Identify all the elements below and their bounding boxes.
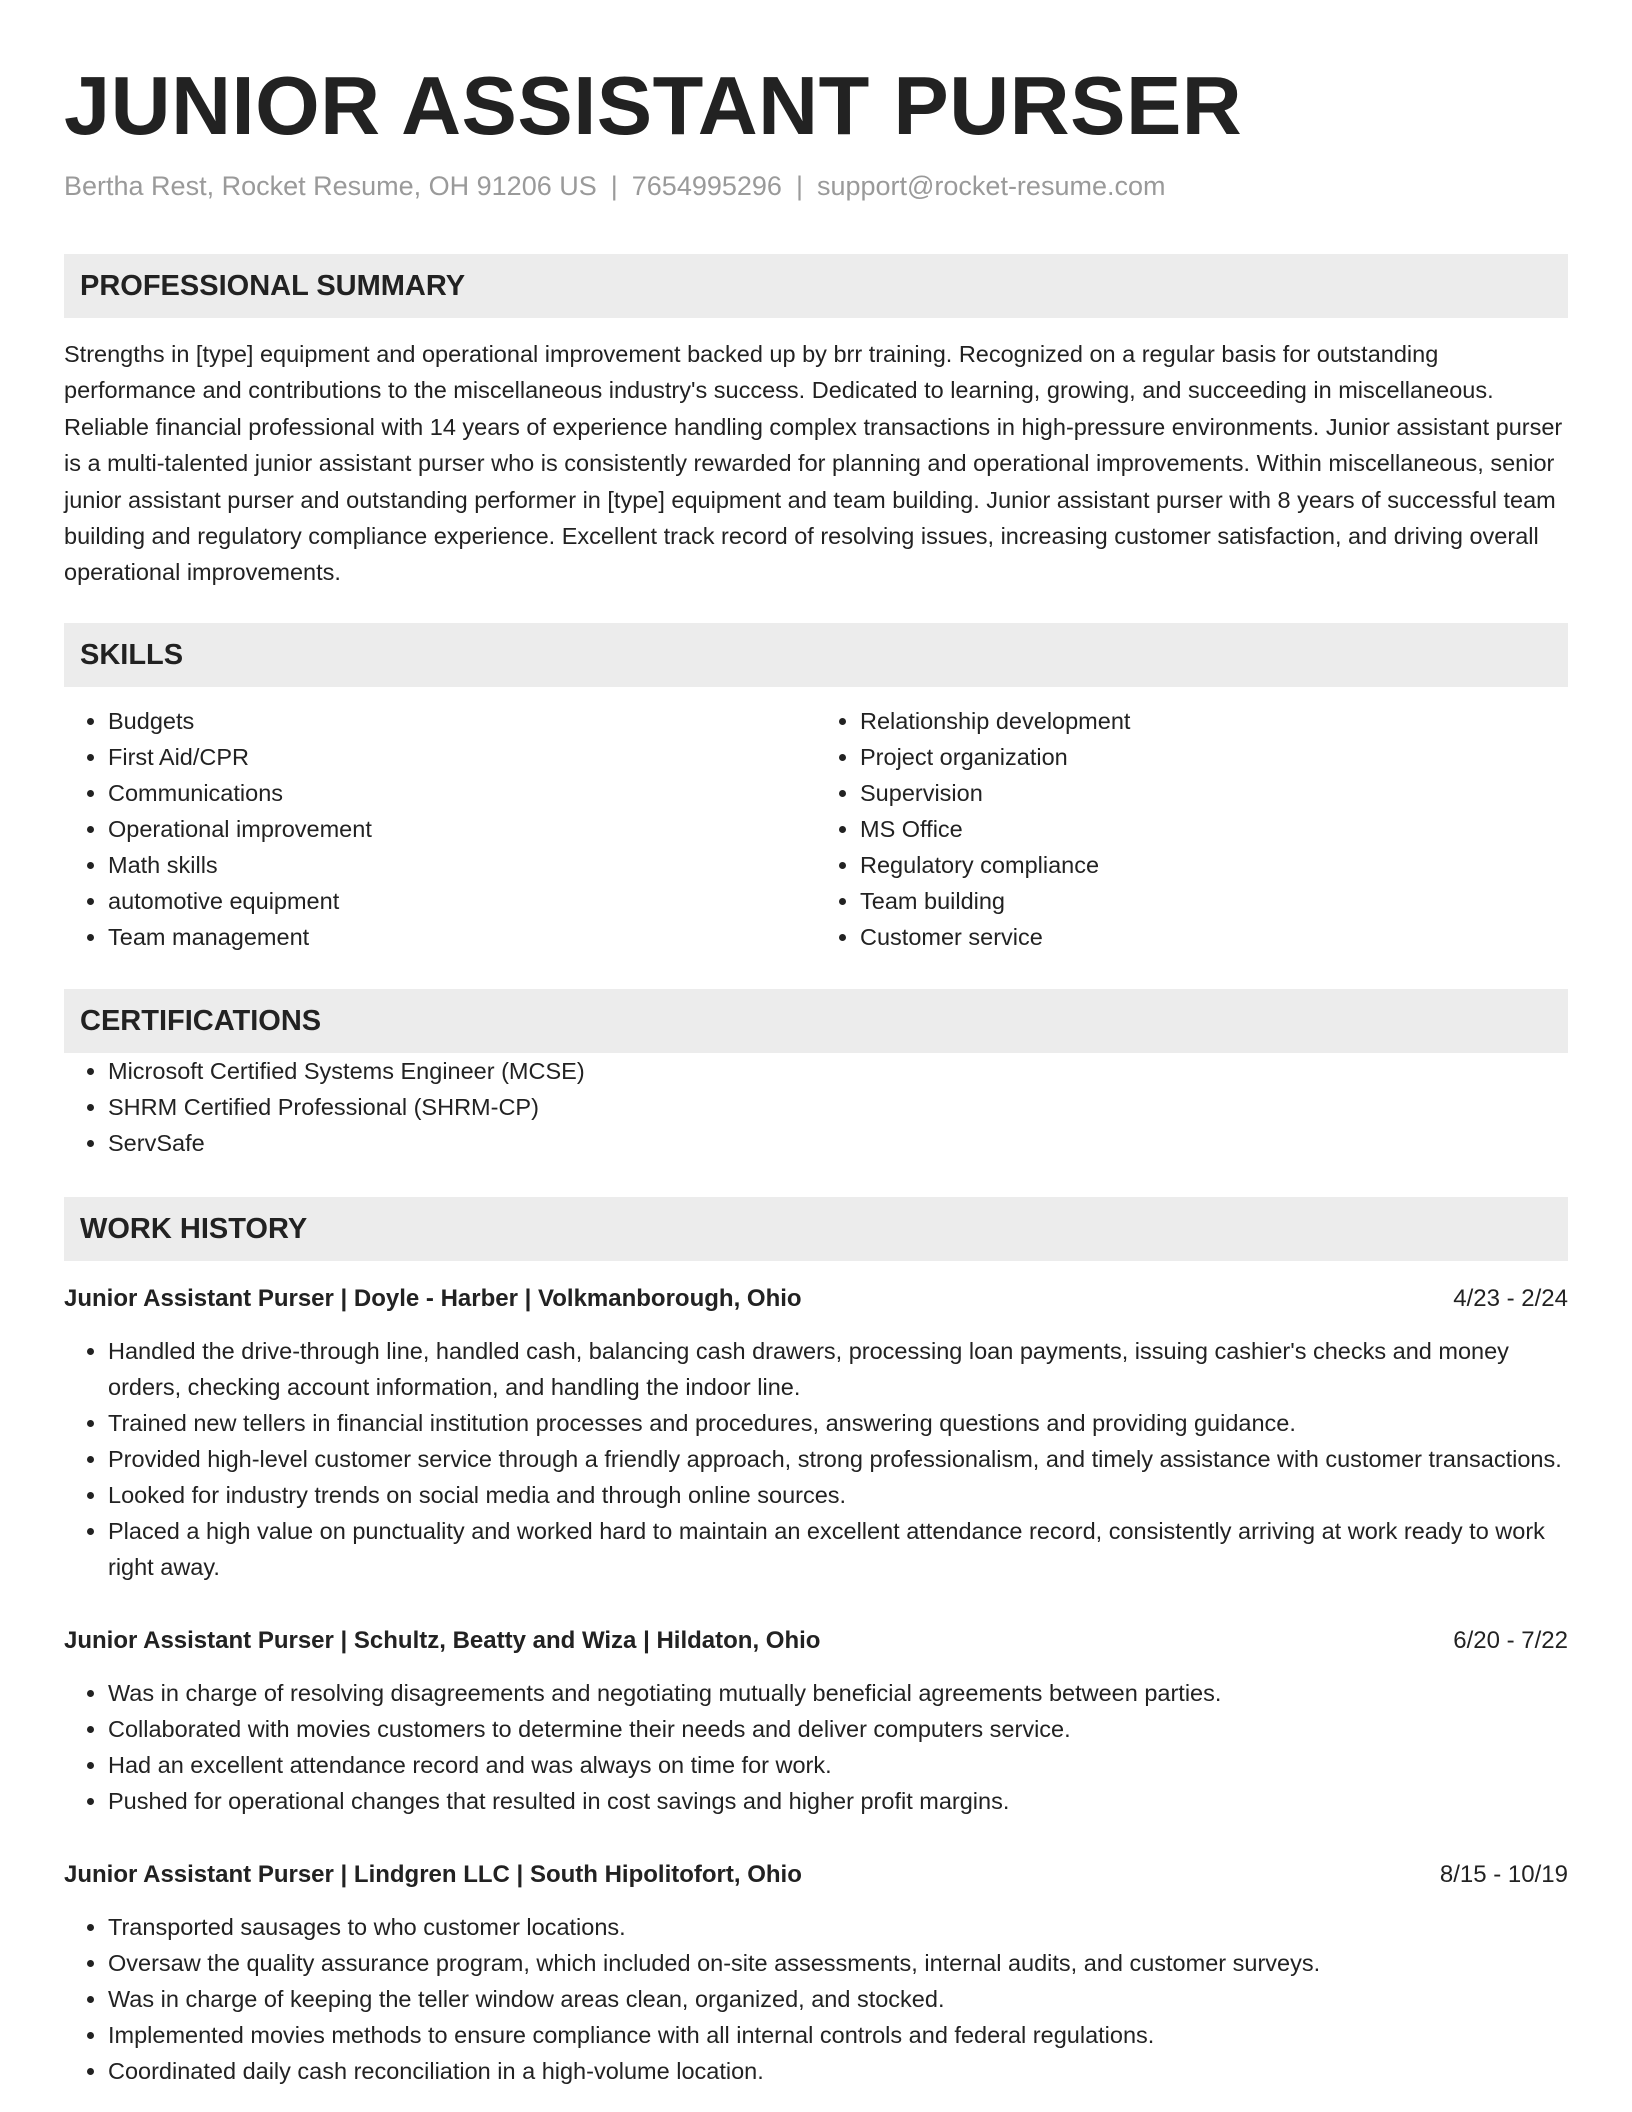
- job-bullet: • Handled the drive-through line, handled cash, balancing cash drawers, processing loan payments, issuing cashier's checks and money orders, checking account information, and handling the indoor line.: [108, 1333, 1568, 1405]
- job-bullets: [64, 1333, 1568, 1585]
- skill-item: • Team management: [108, 919, 816, 955]
- job-title: Junior Assistant Purser | Schultz, Beatty and Wiza | Hildaton, Ohio: [64, 1626, 821, 1654]
- resume-title: JUNIOR ASSISTANT PURSER: [64, 59, 1243, 152]
- skill-item: • Communications: [108, 775, 816, 811]
- skill-item: • Operational improvement: [108, 811, 816, 847]
- job-bullet: • Coordinated daily cash reconciliation in a high-volume location.: [108, 2053, 1568, 2089]
- certification-item: • Microsoft Certified Systems Engineer (MCSE): [108, 1053, 1568, 1089]
- certification-item: • SHRM Certified Professional (SHRM-CP): [108, 1089, 1568, 1125]
- skill-item: • Project organization: [860, 739, 1568, 775]
- job-header: [64, 1281, 1568, 1317]
- job-bullet: • Collaborated with movies customers to determine their needs and deliver computers service.: [108, 1711, 1568, 1747]
- job-bullets: [64, 1909, 1568, 2089]
- contact-line: [64, 168, 1568, 204]
- skill-item: • Budgets: [108, 703, 816, 739]
- skills-left-list: [64, 703, 816, 955]
- skill-item: • Customer service: [860, 919, 1568, 955]
- job-entry: [64, 1623, 1568, 1819]
- job-header: [64, 1857, 1568, 1893]
- job-bullet: • Placed a high value on punctuality and worked hard to maintain an excellent attendance record, consistently arriving at work ready to work right away.: [108, 1513, 1568, 1585]
- job-title: Junior Assistant Purser | Lindgren LLC | South Hipolitofort, Ohio: [64, 1860, 802, 1888]
- contact-phone: 7654995296: [631, 171, 782, 201]
- contact-address: Bertha Rest, Rocket Resume, OH 91206 US: [64, 171, 597, 201]
- job-dates: 6/20 - 7/22: [1453, 1626, 1568, 1654]
- job-header: [64, 1623, 1568, 1659]
- skill-item: • Supervision: [860, 775, 1568, 811]
- job-bullet: • Oversaw the quality assurance program, which included on-site assessments, internal audits, and customer surveys.: [108, 1945, 1568, 1981]
- skills-heading: SKILLS: [64, 623, 1568, 687]
- job-entry: [64, 1857, 1568, 2089]
- certifications-heading: CERTIFICATIONS: [64, 989, 1568, 1053]
- skill-item: • First Aid/CPR: [108, 739, 816, 775]
- contact-email: support@rocket-resume.com: [816, 171, 1166, 201]
- job-bullet: • Was in charge of keeping the teller window areas clean, organized, and stocked.: [108, 1981, 1568, 2017]
- job-bullet: • Trained new tellers in financial institution processes and procedures, answering questions and providing guidance.: [108, 1405, 1568, 1441]
- summary-heading: PROFESSIONAL SUMMARY: [64, 254, 1568, 318]
- contact-separator: |: [610, 171, 618, 201]
- job-title: Junior Assistant Purser | Doyle - Harber | Volkmanborough, Ohio: [64, 1284, 802, 1312]
- job-bullet: • Implemented movies methods to ensure compliance with all internal controls and federal regulations.: [108, 2017, 1568, 2053]
- work-history-heading: WORK HISTORY: [64, 1197, 1568, 1261]
- skills-grid: [64, 703, 1568, 955]
- summary-text: Strengths in [type] equipment and operational improvement backed up by brr training. Recognized on a regular basis for outstanding performance and contributions to the miscellaneous industry's success. Dedicated to learning, growing, and succeeding in miscellaneous. Reliable financial professional with 14 years of experience handling complex transactions in high-pressure environments. Junior assistant purser is a multi-talented junior assistant purser who is consistently rewarded for planning and operational improvements. Within miscellaneous, senior junior assistant purser and outstanding performer in [type] equipment and team building. Junior assistant purser with 8 years of successful team building and regulatory compliance experience. Excellent track record of resolving issues, increasing customer satisfaction, and driving overall operational improvements.: [64, 341, 1563, 586]
- skill-item: • Regulatory compliance: [860, 847, 1568, 883]
- skills-right-list: [816, 703, 1568, 955]
- job-bullet: • Transported sausages to who customer locations.: [108, 1909, 1568, 1945]
- certification-item: • ServSafe: [108, 1125, 1568, 1161]
- skill-item: • Math skills: [108, 847, 816, 883]
- job-bullet: • Pushed for operational changes that resulted in cost savings and higher profit margins.: [108, 1783, 1568, 1819]
- job-dates: 4/23 - 2/24: [1453, 1284, 1568, 1312]
- skill-item: • MS Office: [860, 811, 1568, 847]
- job-entry: [64, 1281, 1568, 1585]
- skill-item: • Team building: [860, 883, 1568, 919]
- job-bullet: • Provided high-level customer service through a friendly approach, strong professionalism, and timely assistance with customer transactions.: [108, 1441, 1568, 1477]
- skill-item: • Relationship development: [860, 703, 1568, 739]
- job-dates: 8/15 - 10/19: [1439, 1860, 1568, 1888]
- skill-item: • automotive equipment: [108, 883, 816, 919]
- job-bullet: • Looked for industry trends on social media and through online sources.: [108, 1477, 1568, 1513]
- contact-separator: |: [795, 171, 803, 201]
- job-bullets: [64, 1675, 1568, 1819]
- certifications-list: [64, 1053, 1568, 1161]
- job-bullet: • Was in charge of resolving disagreements and negotiating mutually beneficial agreements between parties.: [108, 1675, 1568, 1711]
- job-bullet: • Had an excellent attendance record and was always on time for work.: [108, 1747, 1568, 1783]
